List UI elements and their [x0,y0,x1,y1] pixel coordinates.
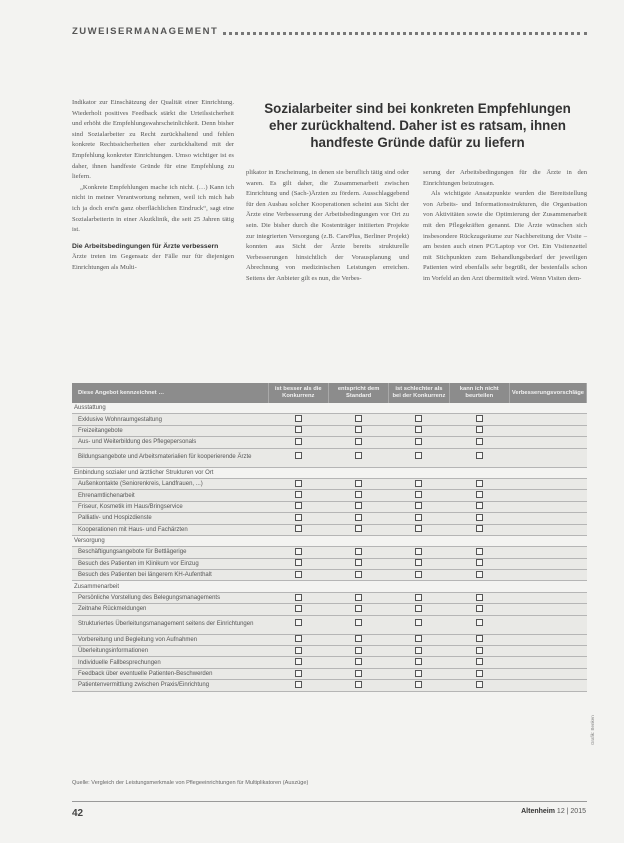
checkbox-icon [476,658,483,665]
checkbox-icon [476,619,483,626]
table-row [72,592,587,603]
text-column-1 [72,98,234,274]
checkbox-icon [295,647,302,654]
table-row [72,646,587,657]
checkbox-icon [415,426,422,433]
checkbox-cell [449,478,509,489]
checkbox-icon [295,658,302,665]
checkbox-icon [295,452,302,459]
checkbox-cell [449,501,509,512]
checkbox-cell [389,657,450,668]
checkbox-cell [449,570,509,581]
checkbox-cell [268,437,329,448]
suggestion-cell [509,524,586,535]
checkbox-icon [415,452,422,459]
checkbox-icon [415,525,422,532]
checkbox-icon [295,594,302,601]
checkbox-cell [329,570,389,581]
row-label: Freizeitangebote [72,425,268,436]
table-header-cell: entspricht dem Standard [329,383,389,403]
checkbox-icon [415,658,422,665]
checkbox-icon [476,426,483,433]
table-row [72,425,587,436]
checkbox-cell [449,634,509,645]
paragraph: Als wichtigste Ansatzpunkte wurden die Bereitstellung von Arbeits- und Informationsstrukturen, die Organisation von Aktivitäten sowie die Optimierung der Zusammenarbeit mit den Pflegekräften genannt. Die Ärzte wünschen sich insbesondere Rückzugsräume zur Nachbereitung der Visite – am besten auch einen PC/Laptop vor Ort. Ein Visitenzettel mit Stichpunkten zum Behandlungsbedarf der jeweiligen Patienten wird ebenfalls sehr begrüßt, der bestenfalls schon im Vorfeld an den Arzt übermittelt wird. Wenn Visiten dem- [423,190,587,282]
checkbox-cell [449,414,509,425]
checkbox-cell [268,478,329,489]
checkbox-cell [329,547,389,558]
suggestion-cell [509,570,586,581]
checkbox-cell [329,646,389,657]
suggestion-cell [509,615,586,634]
checkbox-cell [329,680,389,691]
checkbox-icon [295,426,302,433]
paragraph: plikator in Erscheinung, in denen sie beruflich tätig sind oder waren. Es gilt daher, die Zusammenarbeit zwischen Einrichtung und (Sach-)Ärzten zu fördern. Ausschlaggebend für den Ausbau solcher Kooperationen scheint aus Sicht der Ärzte eine Verbesserung der Arbeitsbedingungen vor Ort zu sein. Die bisher durch die Kostenträger initiierten Projekte zur integrierten Versorgung (z.B. CarePlus, Berliner Projekt) konnten aus Sicht der Ärzte bereits strukturelle Verbesserungen hinsichtlich der Vorausplanung und Abrechnung von medizinischen Leistungen erreichen. Seitens der Anbieter gilt es nun, die Verbes- [246,169,409,282]
checkbox-icon [355,559,362,566]
suggestion-cell [509,668,586,679]
suggestion-cell [509,547,586,558]
checkbox-icon [476,635,483,642]
table-row [72,558,587,569]
checkbox-cell [329,524,389,535]
checkbox-cell [329,668,389,679]
checkbox-cell [449,425,509,436]
row-label: Persönliche Vorstellung des Belegungsmanagements [72,592,268,603]
checkbox-icon [355,514,362,521]
table-header-cell: kann ich nicht beurteilen [449,383,509,403]
checkbox-icon [355,548,362,555]
checkbox-cell [389,680,450,691]
row-label: Ehrenamtlichenarbeit [72,490,268,501]
checkbox-cell [389,524,450,535]
checkbox-icon [355,502,362,509]
checkbox-icon [476,452,483,459]
checkbox-icon [295,525,302,532]
checkbox-cell [449,646,509,657]
checkbox-icon [295,480,302,487]
row-label: Feedback über eventuelle Patienten-Beschwerden [72,668,268,679]
table-row [72,547,587,558]
checkbox-cell [329,437,389,448]
checkbox-icon [415,514,422,521]
checkbox-icon [355,480,362,487]
paragraph: Indikator zur Einschätzung der Qualität einer Einrichtung. Wiederholt positives Feedback stärkt die Urteilssicherheit und erhöht die Empfehlungswahrscheinlichkeit. Denn bisher sind Sozialarbeiter zu Recht zurückhaltend und fehlen konkrete Rechtssicherheiten eher zurückhaltend mit der Empfehlung konkreter Einrichtungen. Umso wichtiger ist es daher, ihnen handfeste Gründe für eine Empfehlung zu liefern. [72,99,234,181]
row-label: Patientenvermittlung zwischen Praxis/Einrichtung [72,680,268,691]
table-row [72,478,587,489]
suggestion-cell [509,448,586,467]
checkbox-icon [355,525,362,532]
paragraph: „Konkrete Empfehlungen mache ich nicht. (…) Kann ich nicht in meiner Verantwortung nehmen, weil ich mich hab ich ja doch erst'n ganz oberflächlichen Eindruck“, sagt eine Sozialarbeiterin in einer Akutklinik, die seit 25 Jahren tätig ist. [72,183,234,234]
checkbox-icon [295,605,302,612]
checkbox-icon [295,491,302,498]
checkbox-cell [268,425,329,436]
checkbox-icon [355,647,362,654]
checkbox-cell [449,604,509,615]
checkbox-cell [268,558,329,569]
checkbox-icon [355,594,362,601]
checkbox-icon [476,670,483,677]
checkbox-cell [389,448,450,467]
table-row [72,448,587,467]
checkbox-cell [268,615,329,634]
row-label: Aus- und Weiterbildung des Pflegepersonals [72,437,268,448]
table-row [72,524,587,535]
checkbox-cell [389,615,450,634]
checkbox-cell [329,501,389,512]
checkbox-icon [415,559,422,566]
checkbox-cell [268,646,329,657]
checkbox-icon [355,681,362,688]
checkbox-icon [415,681,422,688]
checkbox-icon [476,525,483,532]
row-label: Besuch des Patienten bei längerem KH-Aufenthalt [72,570,268,581]
checkbox-icon [476,491,483,498]
checkbox-icon [295,548,302,555]
checkbox-cell [268,668,329,679]
suggestion-cell [509,634,586,645]
table-row [72,680,587,691]
category-label: Ausstattung [72,403,587,414]
paragraph: Ärzte treten im Gegensatz der Fälle nur für diejenigen Einrichtungen als Multi- [72,253,234,271]
table-header-cell: Diese Angebot kennzeichnet … [72,383,268,403]
checkbox-cell [268,604,329,615]
table-row [72,513,587,524]
suggestion-cell [509,478,586,489]
checkbox-icon [415,415,422,422]
checkbox-cell [389,414,450,425]
checkbox-icon [355,658,362,665]
checkbox-icon [295,514,302,521]
table-row [72,657,587,668]
checkbox-cell [329,604,389,615]
suggestion-cell [509,490,586,501]
table-header-cell: ist besser als die Konkurrenz [268,383,329,403]
checkbox-cell [449,448,509,467]
checkbox-cell [329,490,389,501]
checkbox-cell [449,513,509,524]
checkbox-icon [476,502,483,509]
category-label: Zusammenarbeit [72,581,587,592]
checkbox-cell [329,448,389,467]
checkbox-cell [449,680,509,691]
row-label: Vorbereitung und Begleitung von Aufnahmen [72,634,268,645]
suggestion-cell [509,513,586,524]
suggestion-cell [509,604,586,615]
section-label: ZUWEISERMANAGEMENT [72,26,222,37]
checkbox-cell [389,437,450,448]
checkbox-icon [415,670,422,677]
suggestion-cell [509,558,586,569]
checkbox-cell [449,490,509,501]
checkbox-cell [268,490,329,501]
checkbox-icon [415,502,422,509]
checkbox-cell [389,513,450,524]
suggestion-cell [509,646,586,657]
checkbox-cell [449,547,509,558]
row-label: Strukturiertes Überleitungsmanagement seitens der Einrichtungen [72,615,268,634]
category-label: Einbindung sozialer und ärztlicher Strukturen vor Ort [72,467,587,478]
checkbox-cell [389,490,450,501]
survey-table [72,383,587,692]
checkbox-cell [329,634,389,645]
checkbox-icon [355,491,362,498]
suggestion-cell [509,437,586,448]
issue-number: 12 | 2015 [556,808,586,815]
checkbox-icon [476,647,483,654]
row-label: Besuch des Patienten im Klinikum vor Einzug [72,558,268,569]
checkbox-icon [415,480,422,487]
table-category-row [72,403,587,414]
checkbox-cell [268,657,329,668]
checkbox-icon [476,559,483,566]
row-label: Kooperationen mit Haus- und Fachärzten [72,524,268,535]
section-header [72,20,587,40]
checkbox-icon [295,438,302,445]
table-source-note: Quelle: Vergleich der Leistungsmerkmale von Pflegeeinrichtungen für Multiplikatoren (Auszüge) [72,780,309,786]
checkbox-cell [268,448,329,467]
row-label: Überleitungsinformationen [72,646,268,657]
checkbox-icon [415,647,422,654]
checkbox-icon [355,438,362,445]
checkbox-cell [449,592,509,603]
checkbox-cell [449,668,509,679]
checkbox-cell [268,680,329,691]
checkbox-cell [329,425,389,436]
checkbox-icon [295,619,302,626]
table-category-row [72,467,587,478]
checkbox-cell [329,592,389,603]
table-row [72,615,587,634]
checkbox-cell [389,547,450,558]
subheading: Die Arbeitsbedingungen für Ärzte verbessern [72,242,219,250]
row-label: Palliativ- und Hospizdienste [72,513,268,524]
magazine-issue [521,808,586,815]
suggestion-cell [509,592,586,603]
checkbox-cell [389,425,450,436]
checkbox-icon [355,605,362,612]
text-column-2 [246,168,409,285]
checkbox-icon [295,415,302,422]
checkbox-cell [268,570,329,581]
checkbox-cell [329,615,389,634]
checkbox-icon [415,571,422,578]
checkbox-icon [295,502,302,509]
row-label: Exklusive Wohnraumgestaltung [72,414,268,425]
table-header-cell: Verbesserungsvorschläge [509,383,586,403]
checkbox-cell [268,513,329,524]
pull-quote: Sozialarbeiter sind bei konkreten Empfehlungen eher zurückhaltend. Daher ist es ratsam, ihnen handfeste Gründe dafür zu liefern [264,101,571,150]
checkbox-icon [415,491,422,498]
checkbox-cell [268,634,329,645]
checkbox-cell [329,478,389,489]
checkbox-cell [389,634,450,645]
checkbox-cell [389,646,450,657]
checkbox-icon [355,635,362,642]
table-row [72,490,587,501]
text-column-3 [423,168,587,285]
checkbox-icon [476,571,483,578]
checkbox-cell [268,592,329,603]
checkbox-cell [268,501,329,512]
checkbox-cell [268,547,329,558]
checkbox-cell [389,558,450,569]
footer-rule [72,801,587,802]
suggestion-cell [509,414,586,425]
checkbox-icon [295,681,302,688]
table-row [72,501,587,512]
table-row [72,414,587,425]
category-label: Versorgung [72,535,587,546]
checkbox-icon [415,548,422,555]
table-row [72,570,587,581]
suggestion-cell [509,680,586,691]
checkbox-cell [389,570,450,581]
paragraph: serung der Arbeitsbedingungen für die Ärzte in den Einrichtungen beizutragen. [423,169,587,187]
checkbox-cell [449,558,509,569]
checkbox-cell [389,668,450,679]
table-category-row [72,535,587,546]
checkbox-icon [295,571,302,578]
table-row [72,437,587,448]
table-header-row [72,383,587,403]
checkbox-cell [449,615,509,634]
checkbox-icon [355,426,362,433]
row-label: Bildungsangebote und Arbeitsmaterialien für kooperierende Ärzte [72,448,268,467]
checkbox-icon [415,619,422,626]
checkbox-icon [476,605,483,612]
checkbox-icon [415,605,422,612]
table-row [72,668,587,679]
table-category-row [72,581,587,592]
checkbox-icon [355,571,362,578]
checkbox-cell [329,558,389,569]
checkbox-icon [476,594,483,601]
checkbox-cell [389,478,450,489]
checkbox-icon [415,438,422,445]
checkbox-icon [355,619,362,626]
checkbox-cell [389,501,450,512]
checkbox-icon [355,452,362,459]
row-label: Zeitnahe Rückmeldungen [72,604,268,615]
table-row [72,604,587,615]
image-credit: Grafik: Benken [590,715,595,745]
checkbox-icon [355,670,362,677]
suggestion-cell [509,501,586,512]
checkbox-icon [476,514,483,521]
checkbox-icon [476,681,483,688]
table-row [72,634,587,645]
checkbox-icon [295,559,302,566]
checkbox-cell [389,592,450,603]
checkbox-icon [476,438,483,445]
checkbox-cell [268,414,329,425]
page-number: 42 [72,808,84,819]
checkbox-icon [476,548,483,555]
checkbox-cell [449,524,509,535]
checkbox-icon [295,670,302,677]
row-label: Außenkontakte (Seniorenkreis, Landfrauen, ...) [72,478,268,489]
checkbox-cell [268,524,329,535]
magazine-name: Altenheim [521,808,555,815]
row-label: Beschäftigungsangebote für Bettlägerige [72,547,268,558]
checkbox-icon [415,635,422,642]
checkbox-icon [476,480,483,487]
suggestion-cell [509,657,586,668]
table-body [72,403,587,691]
checkbox-icon [355,415,362,422]
checkbox-cell [329,414,389,425]
suggestion-cell [509,425,586,436]
checkbox-cell [329,513,389,524]
checkbox-icon [295,635,302,642]
checkbox-cell [329,657,389,668]
checkbox-icon [476,415,483,422]
checkbox-cell [449,437,509,448]
checkbox-cell [389,604,450,615]
row-label: Friseur, Kosmetik im Haus/Bringservice [72,501,268,512]
table-header-cell: ist schlechter als bei der Konkurrenz [389,383,450,403]
checkbox-icon [415,594,422,601]
row-label: Individuelle Fallbesprechungen [72,657,268,668]
checkbox-cell [449,657,509,668]
